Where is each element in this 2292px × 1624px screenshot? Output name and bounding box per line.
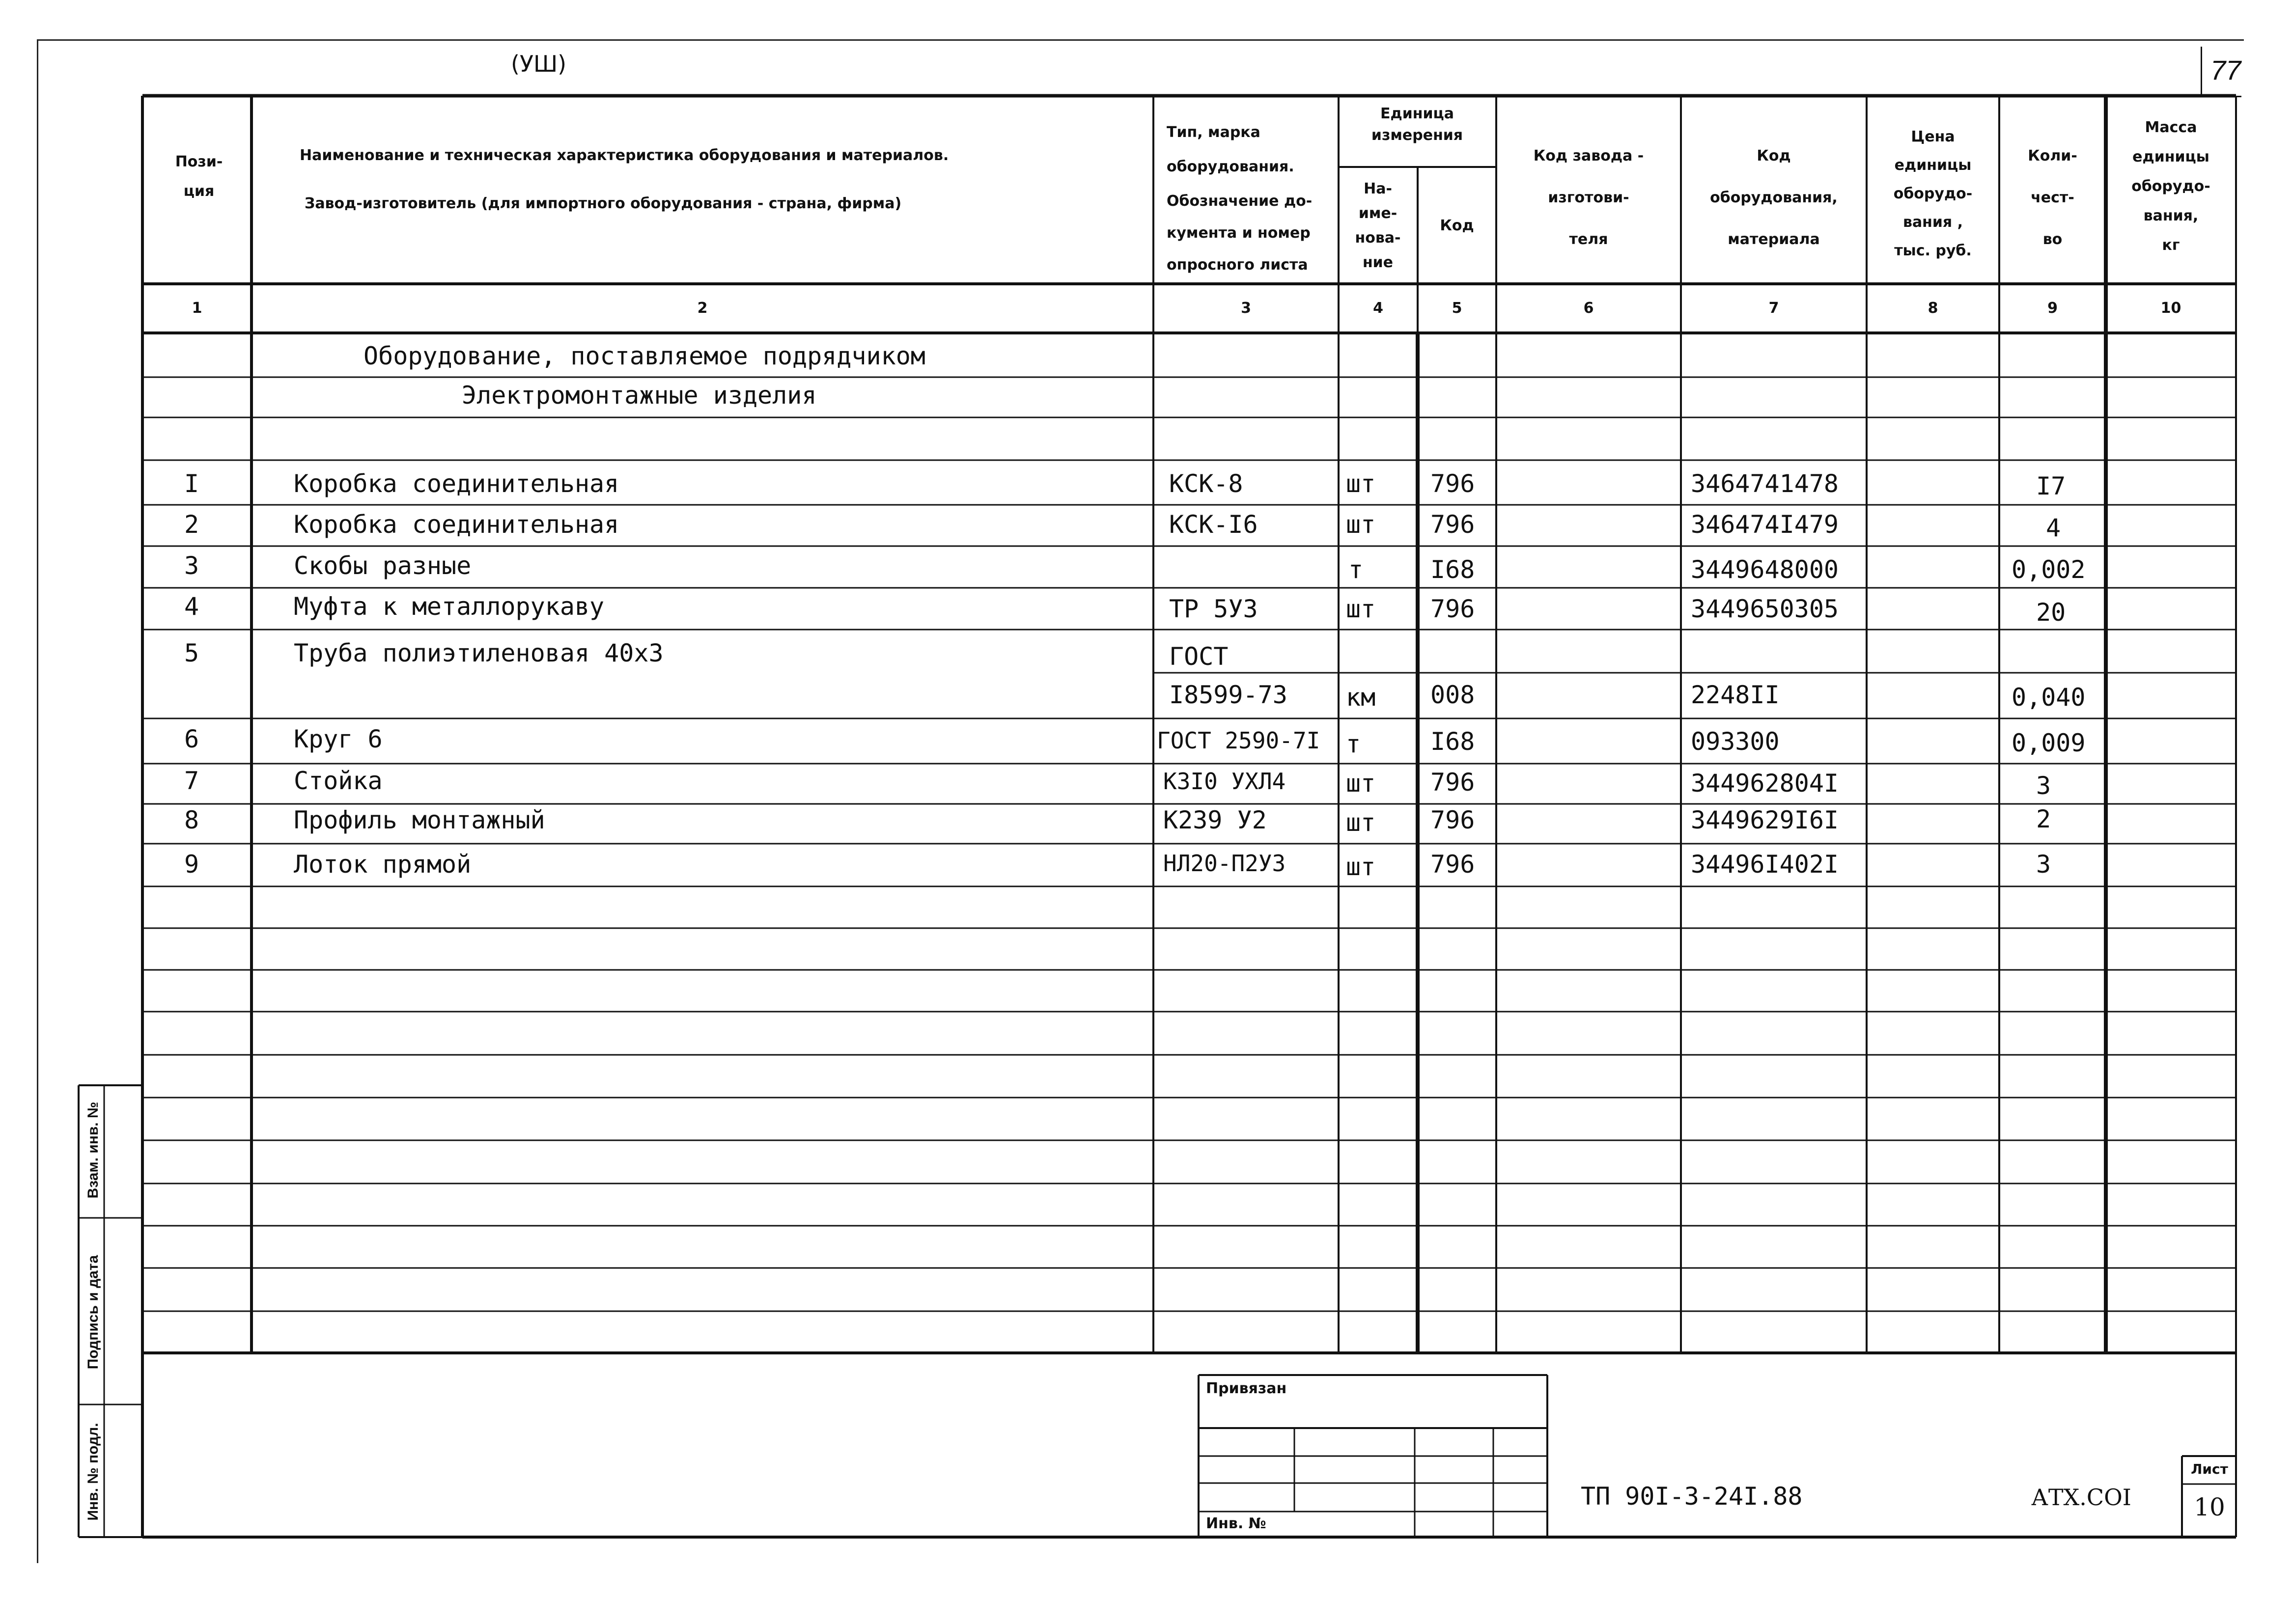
column-number: 9 [2047,300,2058,317]
section-title: Оборудование, поставляемое подрядчиком [363,342,925,370]
header-type-line3: Обозначение до- [1167,193,1313,210]
item-quantity: 0,040 [2012,683,2086,712]
item-position: 3 [184,551,199,580]
stamp-signature-date: Подпись и дата [85,1255,101,1370]
column-number: 5 [1452,300,1462,317]
item-quantity: 0,002 [2012,555,2086,584]
item-name: Профиль монтажный [294,806,545,834]
item-name: Муфта к металлорукаву [294,592,605,621]
item-unit: т [1348,555,1364,584]
item-unit-code: 796 [1430,510,1475,539]
header-unit-price: Цена единицы оборудо- вания , тыс. руб. [1893,128,1973,259]
item-type: ГОСТ 2590-7I [1157,727,1320,754]
header-plant-code: Код завода - изготови- теля [1533,147,1644,248]
item-material-code: 093300 [1691,727,1780,756]
item-unit-code: 796 [1430,850,1475,879]
document-code: ТП 90I-3-24I.88 [1581,1482,1803,1511]
column-number: 2 [697,300,708,317]
item-unit: шт [1346,853,1376,881]
item-name: Стойка [294,767,383,795]
item-position: 8 [184,806,199,834]
item-quantity: 3 [2036,771,2051,800]
item-quantity: 3 [2036,850,2051,879]
stamp-original-inv: Инв. № подл. [85,1423,101,1521]
item-position: 2 [184,510,199,539]
header-type-line5: опросного листа [1167,256,1308,274]
item-type: ГОСТ [1169,642,1229,671]
item-unit-code: I68 [1430,727,1475,756]
section-subtitle: Электромонтажные изделия [462,381,817,410]
item-position: I [184,469,199,498]
item-unit: шт [1346,808,1376,837]
column-number: 8 [1928,300,1938,317]
column-number: 6 [1583,300,1594,317]
item-type: КСК-I6 [1169,510,1258,539]
item-name: Скобы разные [294,551,472,580]
item-material-code: 2248II [1691,681,1780,709]
item-unit-code: 796 [1430,806,1475,834]
item-position: 7 [184,767,199,795]
item-type: I8599-73 [1169,681,1287,709]
top-mark-ush: (УШ) [511,51,567,77]
item-type: К3I0 УХЛ4 [1163,768,1286,795]
header-name-line2: Завод-изготовитель (для импортного оборудования - страна, фирма) [305,195,902,212]
item-unit: шт [1346,769,1376,798]
column-number: 4 [1373,300,1383,317]
inv-number-label: Инв. № [1206,1515,1266,1532]
item-unit-code: I68 [1430,555,1475,584]
header-unit-name: На- име- нова- ние [1355,180,1401,271]
item-unit-code: 796 [1430,595,1475,623]
item-unit: шт [1346,595,1376,623]
item-material-code: 3449648000 [1691,555,1839,584]
header-quantity: Коли- чест- во [2028,147,2077,248]
column-number: 3 [1241,300,1251,317]
item-unit: шт [1346,510,1376,539]
item-unit-code: 796 [1430,469,1475,498]
item-position: 5 [184,639,199,667]
item-quantity: I7 [2036,472,2066,500]
item-quantity: 0,009 [2012,729,2086,757]
header-type-line1: Тип, марка [1167,124,1260,141]
item-name: Труба полиэтиленовая 40х3 [294,639,664,667]
item-type: ТР 5У3 [1169,595,1258,623]
item-name: Коробка соединительная [294,469,619,498]
stamp-replaced-inv: Взам. инв. № [85,1101,101,1199]
header-unit-code: Код [1440,217,1474,234]
header-unit-group: Единица измерения [1371,105,1463,144]
item-position: 4 [184,592,199,621]
item-unit-code: 008 [1430,681,1475,709]
item-material-code: 34496I402I [1691,850,1839,879]
privyazan-label: Привязан [1206,1380,1287,1397]
item-type: КСК-8 [1169,469,1243,498]
item-name: Лоток прямой [294,850,472,879]
item-quantity: 2 [2036,805,2051,833]
atx-code: АТХ.СОI [2031,1484,2131,1511]
item-unit: т [1346,730,1361,758]
column-number: 1 [192,300,202,317]
item-name: Коробка соединительная [294,510,619,539]
sheet-value: 10 [2194,1493,2225,1521]
item-quantity: 20 [2036,598,2066,627]
header-equipment-code: Код оборудования, материала [1710,147,1838,248]
item-unit-code: 796 [1430,768,1475,797]
item-material-code: 3449650305 [1691,595,1839,623]
item-quantity: 4 [2046,514,2061,542]
header-mass: Масса единицы оборудо- вания, кг [2131,119,2210,254]
item-material-code: 346474I479 [1691,510,1839,539]
item-type: К239 У2 [1163,806,1267,834]
item-position: 9 [184,850,199,879]
item-unit: км [1346,683,1376,712]
item-material-code: 344962804I [1691,769,1839,798]
item-type: НЛ20-П2У3 [1163,850,1286,877]
item-material-code: 3449629I6I [1691,806,1839,834]
header-position: Пози- ция [175,153,223,200]
column-number: 7 [1768,300,1779,317]
item-material-code: 3464741478 [1691,469,1839,498]
column-number: 10 [2160,300,2181,317]
item-position: 6 [184,725,199,753]
header-type-line2: оборудования. [1167,158,1294,175]
sheet-label: Лист [2191,1461,2228,1477]
item-unit: шт [1346,469,1376,498]
item-name: Круг 6 [294,725,383,753]
sheet-number-top: 77 [2210,55,2241,85]
header-name-line1: Наименование и техническая характеристика оборудования и материалов. [300,147,949,164]
header-type-line4: кумента и номер [1167,224,1311,242]
